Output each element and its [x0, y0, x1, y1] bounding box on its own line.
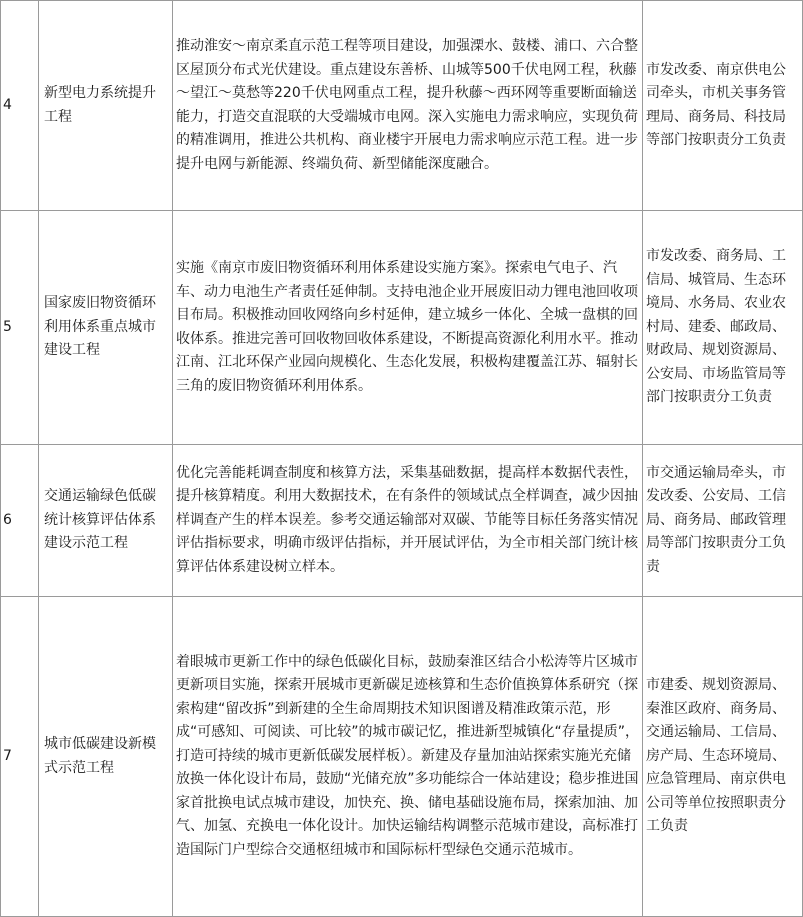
project-name: 国家废旧物资循环利用体系重点城市建设工程: [39, 211, 173, 445]
project-content: 实施《南京市废旧物资循环利用体系建设实施方案》。探索电气电子、汽车、动力电池生产者责任延伸制。支持电池企业开展废旧动力锂电池回收项目布局。积极推动回收网络向乡村延伸，建立城乡一体化、全城一盘棋的回收体系。推进完善可回收物回收体系建设，不断提高资源化利用水平。推动江南、江北环保产业园向规模化、生态化发展，积极构建覆盖江苏、辐射长三角的废旧物资循环利用体系。: [173, 211, 643, 445]
project-name: 新型电力系统提升工程: [39, 1, 173, 211]
project-content: 推动淮安～南京柔直示范工程等项目建设，加强溧水、鼓楼、浦口、六合整区屋顶分布式光伏建设。重点建设东善桥、山城等500千伏电网工程，秋藤～望江～莫愁等220千伏电网重点工程，提升秋藤～西环网等重要断面输送能力，打造交直混联的大受端城市电网。深入实施电力需求响应，实现负荷的精准调用，推进公共机构、商业楼宇开展电力需求响应示范工程。进一步提升电网与新能源、终端负荷、新型储能深度融合。: [173, 1, 643, 211]
responsible-departments: 市发改委、南京供电公司牵头，市机关事务管理局、商务局、科技局等部门按职责分工负责: [643, 1, 803, 211]
table-row: [1, 1, 803, 211]
project-name: 城市低碳建设新模式示范工程: [39, 597, 173, 917]
table-row: [1, 445, 803, 597]
responsible-departments: 市交通运输局牵头，市发改委、公安局、工信局、商务局、邮政管理局等部门按职责分工负责: [643, 445, 803, 597]
table-row: [1, 211, 803, 445]
responsible-departments: 市发改委、商务局、工信局、城管局、生态环境局、水务局、农业农村局、建委、邮政局、财政局、规划资源局、公安局、市场监管局等部门按职责分工负责: [643, 211, 803, 445]
row-number: 5: [1, 211, 39, 445]
table-row: [1, 597, 803, 917]
row-number: 6: [1, 445, 39, 597]
project-content: 着眼城市更新工作中的绿色低碳化目标，鼓励秦淮区结合小松涛等片区城市更新项目实施，探索开展城市更新碳足迹核算和生态价值换算体系研究（探索构建“留改拆”到新建的全生命周期技术知识图谱及精准政策示范，形成“可感知、可阅读、可比较”的城市碳记忆，推进新型城镇化“存量提质”，打造可持续的城市更新低碳发展样板）。新建及存量加油站探索实施光充储放换一体化设计布局，鼓励“光储充放”多功能综合一体站建设；稳步推进国家首批换电试点城市建设，加快充、换、储电基础设施布局，探索加油、加气、加氢、充换电一体化设计。加快运输结构调整示范城市建设，高标准打造国际门户型综合交通枢纽城市和国际标杆型绿色交通示范城市。: [173, 597, 643, 917]
responsible-departments: 市建委、规划资源局、秦淮区政府、商务局、交通运输局、工信局、房产局、生态环境局、应急管理局、南京供电公司等单位按照职责分工负责: [643, 597, 803, 917]
project-name: 交通运输绿色低碳统计核算评估体系建设示范工程: [39, 445, 173, 597]
row-number: 7: [1, 597, 39, 917]
project-content: 优化完善能耗调查制度和核算方法，采集基础数据，提高样本数据代表性，提升核算精度。利用大数据技术，在有条件的领域试点全样调查，减少因抽样调查产生的样本误差。参考交通运输部对双碳、节能等目标任务落实情况评估指标要求，明确市级评估指标，并开展试评估，为全市相关部门统计核算评估体系建设树立样本。: [173, 445, 643, 597]
row-number: 4: [1, 1, 39, 211]
